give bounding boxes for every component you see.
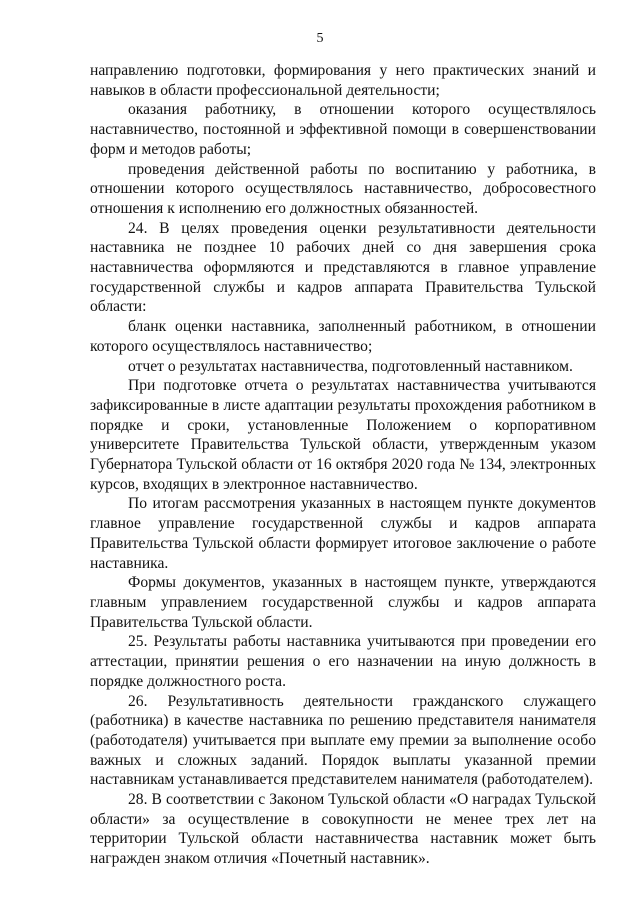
paragraph-clause-24: 24. В целях проведения оценки результативности деятельности наставника не позднее 10 рабочих дней со дня завершения срока наставничества оформляются и представляются в главное управление государственной службы и кадров аппарата Правительства Тульской области: (90, 219, 596, 316)
paragraph: Формы документов, указанных в настоящем пункте, утверждаются главным управлением государственной службы и кадров аппарата Правительства Тульской области. (90, 574, 596, 631)
page-number: 5 (316, 31, 324, 46)
paragraph-clause-25: 25. Результаты работы наставника учитываются при проведении его аттестации, принятии решения о его назначении на иную должность в порядке должностного роста. (90, 633, 596, 690)
paragraph-list-item: оказания работнику, в отношении которого осуществлялось наставничество, постоянной и эффективной помощи в совершенствовании форм и методов работы; (90, 101, 596, 158)
paragraph-clause-26: 26. Результативность деятельности гражданского служащего (работника) в качестве наставника по решению представителя нанимателя (работодателя) учитывается при выплате ему премии за выполнение особо важных и сложных заданий. Порядок выплаты указанной премии наставникам устанавливается представителем нанимателя (работодателем). (90, 692, 596, 789)
paragraph-continuation: направлению подготовки, формирования у него практических знаний и навыков в области профессиональной деятельности; (90, 62, 596, 99)
paragraph-list-item: отчет о результатах наставничества, подготовленный наставником. (128, 357, 573, 375)
paragraph: По итогам рассмотрения указанных в настоящем пункте документов главное управление государственной службы и кадров аппарата Правительства Тульской области формирует итоговое заключение о работе наставника. (90, 495, 596, 572)
paragraph-list-item: бланк оценки наставника, заполненный работником, в отношении которого осуществлялось наставничество; (90, 318, 596, 355)
paragraph: При подготовке отчета о результатах наставничества учитываются зафиксированные в листе адаптации результаты прохождения работником в порядке и сроки, установленные Положением о корпоративном университете Правительства Тульской области, утвержденным указом Губернатора Тульской области от 16 октября 2020 года № 134, электронных курсов, входящих в электронное наставничество. (90, 377, 596, 493)
document-body (90, 61, 596, 869)
paragraph-clause-28: 28. В соответствии с Законом Тульской области «О наградах Тульской области» за осуществление в совокупности не менее трех лет на территории Тульской области наставничества наставник может быть награжден знаком отличия «Почетный наставник». (90, 791, 596, 868)
paragraph-list-item: проведения действенной работы по воспитанию у работника, в отношении которого осуществлялось наставничество, добросовестного отношения к исполнению его должностных обязанностей. (90, 160, 596, 217)
